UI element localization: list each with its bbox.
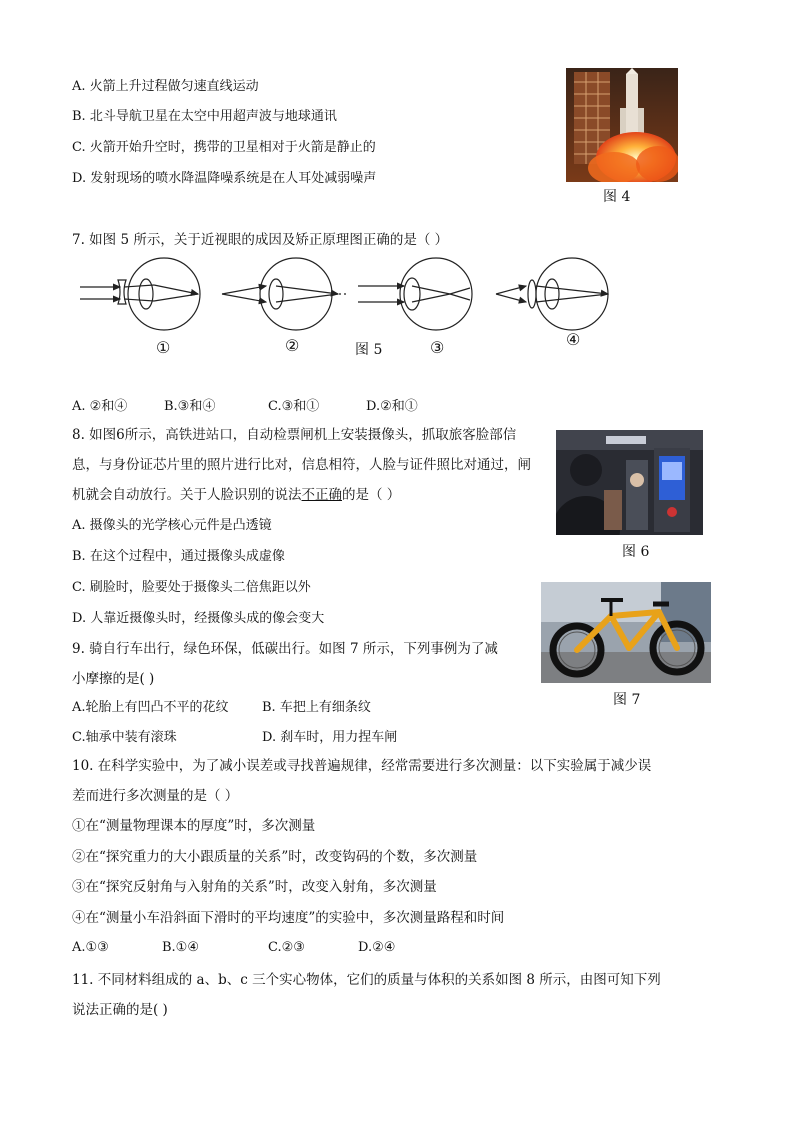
eye-diagram-3 — [358, 258, 472, 330]
q10-choice-a: A.①③ — [72, 940, 109, 955]
q9-choice-d: D. 刹车时，用力捏车闸 — [262, 730, 398, 745]
diagram-label-4: ④ — [566, 330, 581, 349]
eye-diagram-figure-5 — [76, 252, 636, 364]
q10-stem-line-2: 差而进行多次测量的是（ ） — [72, 788, 239, 804]
q6-option-b: B. 北斗导航卫星在太空中用超声波与地球通讯 — [72, 109, 337, 124]
q8-stem-line-3 — [72, 486, 400, 504]
diagram-label-2: ② — [285, 336, 300, 355]
figure-4-caption: 图 4 — [603, 189, 631, 205]
q8-stem-line-3-end: 的是（ ） — [342, 487, 401, 503]
q10-choice-b: B.①④ — [162, 940, 199, 955]
q11-stem-line-2: 说法正确的是( ) — [72, 1002, 168, 1018]
eye-diagram-4 — [496, 258, 608, 330]
q9-stem-line-2: 小摩擦的是( ) — [72, 671, 155, 687]
q8-option-d: D. 人靠近摄像头时，经摄像头成的像会变大 — [72, 611, 325, 626]
diagram-label-3: ③ — [430, 338, 445, 357]
q10-item-1: ①在“测量物理课本的厚度”时，多次测量 — [72, 818, 316, 834]
q8-option-c: C. 刷脸时，脸要处于摄像头二倍焦距以外 — [72, 580, 311, 595]
q8-option-b: B. 在这个过程中，通过摄像头成虚像 — [72, 549, 285, 564]
q9-choice-c: C.轴承中装有滚珠 — [72, 730, 177, 745]
q8-stem-line-1: 8. 如图6所示，高铁进站口，自动检票闸机上安装摄像头，抓取旅客脸部信 — [72, 427, 517, 443]
diagram-label-1: ① — [156, 338, 171, 357]
q10-item-3: ③在“探究反射角与入射角的关系”时，改变入射角，多次测量 — [72, 879, 437, 895]
q7-choice-a: A. ②和④ — [72, 399, 128, 414]
q10-choice-d: D.②④ — [358, 940, 396, 955]
eye-diagram-2 — [222, 258, 348, 330]
q10-stem-line-1: 10. 在科学实验中，为了减小误差或寻找普遍规律，经常需要进行多次测量：以下实验属于减少误 — [72, 758, 652, 774]
figure-6-caption: 图 6 — [622, 544, 650, 560]
q6-option-c: C. 火箭开始升空时，携带的卫星相对于火箭是静止的 — [72, 140, 376, 155]
q6-option-a: A. 火箭上升过程做匀速直线运动 — [72, 79, 259, 94]
q8-emphasis: 不正确 — [301, 487, 342, 503]
figure-5-caption: 图 5 — [355, 342, 383, 358]
q8-stem-line-2: 息，与身份证芯片里的照片进行比对，信息相符，人脸与证件照比对通过，闸 — [72, 457, 531, 473]
bicycle-photo — [541, 582, 711, 683]
rocket-launch-photo — [566, 68, 678, 182]
figure-7-caption: 图 7 — [613, 692, 641, 708]
q7-choice-d: D.②和① — [366, 399, 418, 414]
q7-stem: 7. 如图 5 所示，关于近视眼的成因及矫正原理图正确的是（ ） — [72, 232, 449, 248]
q10-item-2: ②在“探究重力的大小跟质量的关系”时，改变钩码的个数，多次测量 — [72, 849, 478, 865]
q11-stem-line-1: 11. 不同材料组成的 a、b、c 三个实心物体，它们的质量与体积的关系如图 8 所示，由图可知下列 — [72, 972, 661, 988]
eye-diagram-1 — [80, 258, 200, 330]
q10-choice-c: C.②③ — [268, 940, 305, 955]
q9-stem-line-1: 9. 骑自行车出行，绿色环保，低碳出行。如图 7 所示，下列事例为了减 — [72, 641, 498, 657]
q10-item-4: ④在“测量小车沿斜面下滑时的平均速度”的实验中，多次测量路程和时间 — [72, 910, 505, 926]
q8-option-a: A. 摄像头的光学核心元件是凸透镜 — [72, 518, 272, 533]
q7-choice-b: B.③和④ — [164, 399, 216, 414]
q7-choice-c: C.③和① — [268, 399, 320, 414]
q9-choice-b: B. 车把上有细条纹 — [262, 700, 371, 715]
q9-choice-a: A.轮胎上有凹凸不平的花纹 — [72, 700, 229, 715]
q8-stem-line-3-start: 机就会自动放行。关于人脸识别的说法 — [72, 487, 302, 503]
q6-option-d: D. 发射现场的喷水降温降噪系统是在人耳处减弱噪声 — [72, 171, 377, 186]
face-recognition-gate-photo — [556, 430, 703, 535]
